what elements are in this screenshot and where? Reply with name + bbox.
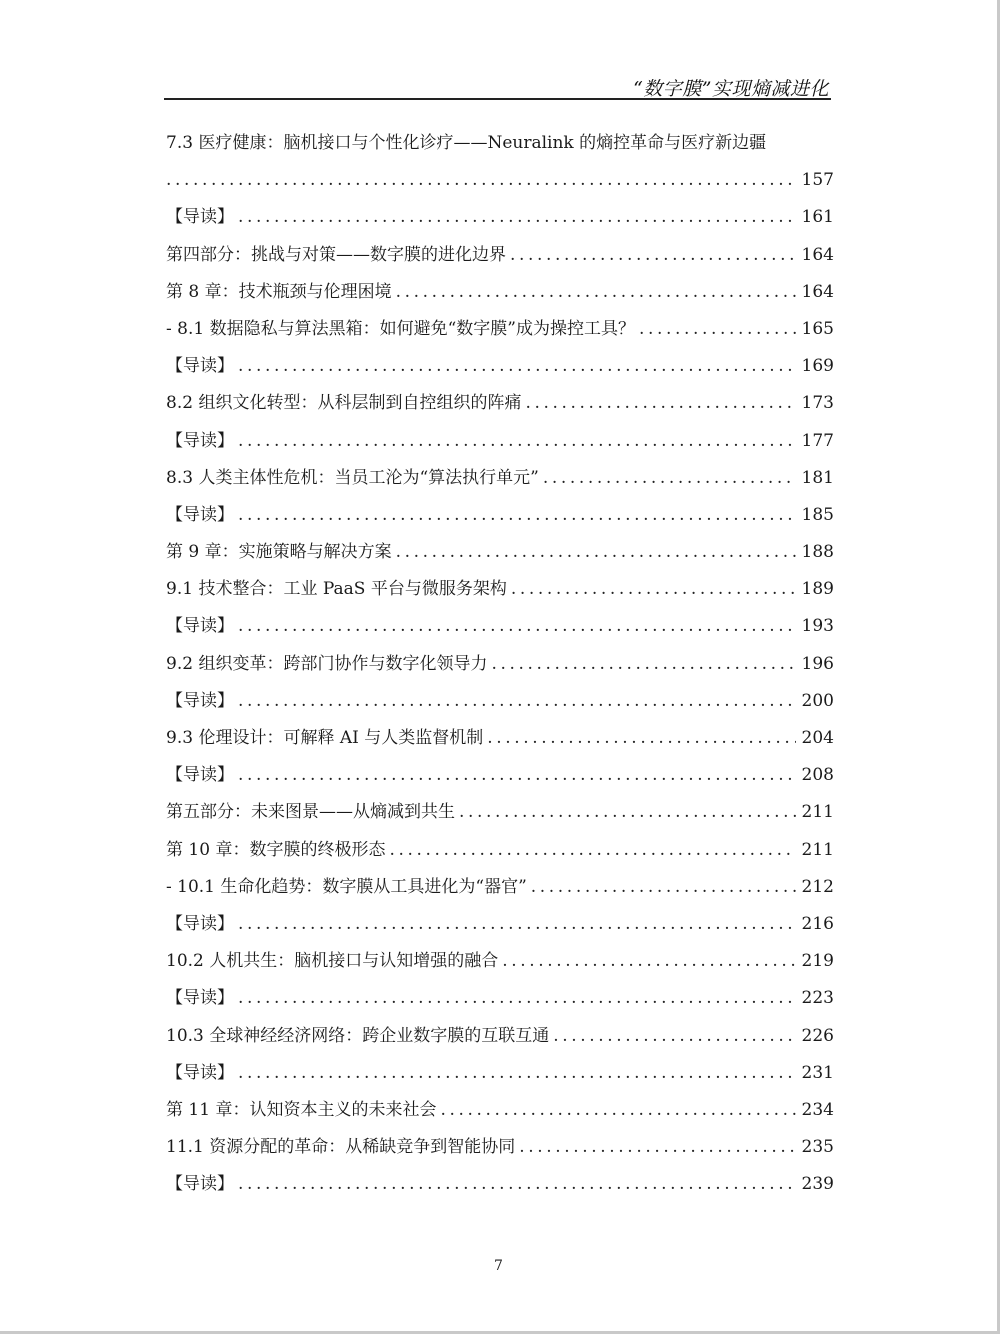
toc-entry[interactable] — [166, 980, 834, 1017]
toc-dot-leader — [510, 237, 796, 274]
toc-entry-title: 第五部分：未来图景——从熵减到共生 — [166, 802, 455, 823]
page-number: 7 — [494, 1258, 503, 1274]
toc-entry-page: 211 — [801, 802, 834, 823]
toc-entry[interactable] — [166, 683, 834, 720]
toc-dot-leader — [396, 534, 796, 571]
toc-entry-title: 10.2 人机共生：脑机接口与认知增强的融合 — [166, 951, 499, 972]
toc-entry[interactable] — [166, 423, 834, 460]
header-rule — [164, 98, 831, 100]
toc-entry-page: 164 — [801, 281, 834, 302]
toc-entry-page: 185 — [801, 504, 834, 525]
toc-entry[interactable] — [166, 125, 834, 199]
toc-dot-leader — [238, 980, 796, 1017]
toc-entry-title: 【导读】 — [166, 430, 234, 451]
toc-entry[interactable] — [166, 571, 834, 608]
toc-entry[interactable] — [166, 720, 834, 757]
toc-entry-page: 173 — [801, 393, 834, 414]
toc-entry-title: 第 9 章：实施策略与解决方案 — [166, 542, 392, 563]
toc-entry[interactable] — [166, 608, 834, 645]
toc-dot-leader — [389, 832, 795, 869]
toc-entry-title: - 8.1 数据隐私与算法黑箱：如何避免“数字膜”成为操控工具？ — [166, 318, 635, 339]
toc-entry[interactable] — [166, 757, 834, 794]
toc-entry-title: 11.1 资源分配的革命：从稀缺竞争到智能协同 — [166, 1137, 516, 1158]
toc-entry-title: 7.3 医疗健康：脑机接口与个性化诊疗——Neuralink 的熵控革命与医疗新边疆 — [166, 133, 767, 153]
toc-dot-leader — [440, 1092, 795, 1129]
toc-entry[interactable] — [166, 1092, 834, 1129]
toc-dot-leader — [553, 1018, 795, 1055]
toc-dot-leader — [238, 1166, 796, 1203]
toc-dot-leader — [238, 906, 796, 943]
toc-entry-page: 188 — [801, 542, 834, 563]
toc-dot-leader — [238, 348, 796, 385]
toc-entry[interactable] — [166, 237, 834, 274]
table-of-contents — [166, 125, 834, 1203]
toc-entry-title: 【导读】 — [166, 356, 234, 377]
toc-dot-leader — [238, 199, 796, 236]
toc-entry[interactable] — [166, 1166, 834, 1203]
toc-entry[interactable] — [166, 274, 834, 311]
toc-entry-title: 【导读】 — [166, 207, 234, 228]
toc-entry-title: 9.3 伦理设计：可解释 AI 与人类监督机制 — [166, 728, 484, 749]
toc-entry-title: 9.1 技术整合：工业 PaaS 平台与微服务架构 — [166, 579, 507, 600]
toc-entry-page: 239 — [801, 1174, 834, 1195]
toc-entry-page: 161 — [801, 207, 834, 228]
toc-dot-leader — [238, 497, 796, 534]
toc-dot-leader — [525, 385, 795, 422]
toc-entry-page: 165 — [801, 318, 834, 339]
toc-entry-page: 200 — [801, 690, 834, 711]
toc-entry[interactable] — [166, 199, 834, 236]
toc-entry-title: 10.3 全球神经经济网络：跨企业数字膜的互联互通 — [166, 1025, 550, 1046]
toc-entry-page: 169 — [801, 356, 834, 377]
toc-entry-page: 208 — [801, 765, 834, 786]
toc-entry-page: 157 — [801, 170, 834, 191]
toc-dot-leader — [238, 683, 796, 720]
toc-entry-page: 204 — [801, 728, 834, 749]
toc-dot-leader — [396, 274, 796, 311]
toc-entry-title: 【导读】 — [166, 616, 234, 637]
toc-entry[interactable] — [166, 534, 834, 571]
toc-dot-leader — [502, 943, 795, 980]
toc-entry-page: 164 — [801, 244, 834, 265]
toc-entry-page: 177 — [801, 430, 834, 451]
toc-dot-leader — [531, 869, 796, 906]
toc-entry[interactable] — [166, 497, 834, 534]
toc-dot-leader — [238, 1055, 796, 1092]
toc-dot-leader — [238, 423, 796, 460]
toc-entry[interactable] — [166, 385, 834, 422]
toc-entry[interactable] — [166, 311, 834, 348]
toc-dot-leader — [491, 646, 795, 683]
toc-dot-leader — [639, 311, 796, 348]
toc-dot-leader — [543, 460, 796, 497]
toc-entry-title: 第 11 章：认知资本主义的未来社会 — [166, 1099, 437, 1120]
toc-entry[interactable] — [166, 1055, 834, 1092]
toc-entry-title: 【导读】 — [166, 1062, 234, 1083]
toc-entry-page: 211 — [801, 839, 834, 860]
toc-dot-leader — [519, 1129, 795, 1166]
toc-entry-title: 【导读】 — [166, 988, 234, 1009]
toc-entry-title: 【导读】 — [166, 504, 234, 525]
toc-entry[interactable] — [166, 1018, 834, 1055]
toc-entry-title: 【导读】 — [166, 1174, 234, 1195]
toc-entry-page: 181 — [801, 467, 834, 488]
toc-entry-title: 【导读】 — [166, 913, 234, 934]
running-header: “数字膜”实现熵减进化 — [633, 78, 829, 100]
toc-entry[interactable] — [166, 906, 834, 943]
toc-entry[interactable] — [166, 1129, 834, 1166]
toc-entry-page: 219 — [801, 951, 834, 972]
toc-dot-leader — [511, 571, 796, 608]
toc-entry-page: 226 — [801, 1025, 834, 1046]
toc-entry-title: 【导读】 — [166, 765, 234, 786]
toc-dot-leader — [238, 608, 796, 645]
toc-entry-title: 9.2 组织变革：跨部门协作与数字化领导力 — [166, 653, 488, 674]
toc-dot-leader — [459, 794, 796, 831]
toc-entry-page: 231 — [801, 1062, 834, 1083]
toc-entry[interactable] — [166, 348, 834, 385]
toc-entry-page: 212 — [801, 876, 834, 897]
toc-dot-leader — [238, 757, 796, 794]
toc-entry[interactable] — [166, 460, 834, 497]
toc-entry-title: 第 8 章：技术瓶颈与伦理困境 — [166, 281, 392, 302]
toc-entry-page: 196 — [801, 653, 834, 674]
toc-dot-leader — [487, 720, 795, 757]
toc-entry-title: - 10.1 生命化趋势：数字膜从工具进化为“器官” — [166, 876, 527, 897]
toc-entry-page: 193 — [801, 616, 834, 637]
toc-entry[interactable] — [166, 832, 834, 869]
toc-entry-page: 216 — [801, 913, 834, 934]
toc-entry-title: 8.3 人类主体性危机：当员工沦为“算法执行单元” — [166, 467, 539, 488]
toc-entry-title: 第 10 章：数字膜的终极形态 — [166, 839, 386, 860]
toc-entry[interactable] — [166, 794, 834, 831]
toc-entry[interactable] — [166, 646, 834, 683]
toc-entry-page: 189 — [801, 579, 834, 600]
toc-entry-page: 235 — [801, 1137, 834, 1158]
toc-entry-page: 223 — [801, 988, 834, 1009]
toc-entry-page: 234 — [801, 1099, 834, 1120]
toc-entry[interactable] — [166, 943, 834, 980]
toc-dot-leader — [166, 162, 796, 199]
toc-entry-title: 【导读】 — [166, 690, 234, 711]
toc-entry-title: 8.2 组织文化转型：从科层制到自控组织的阵痛 — [166, 393, 522, 414]
toc-entry[interactable] — [166, 869, 834, 906]
toc-entry-title: 第四部分：挑战与对策——数字膜的进化边界 — [166, 244, 506, 265]
